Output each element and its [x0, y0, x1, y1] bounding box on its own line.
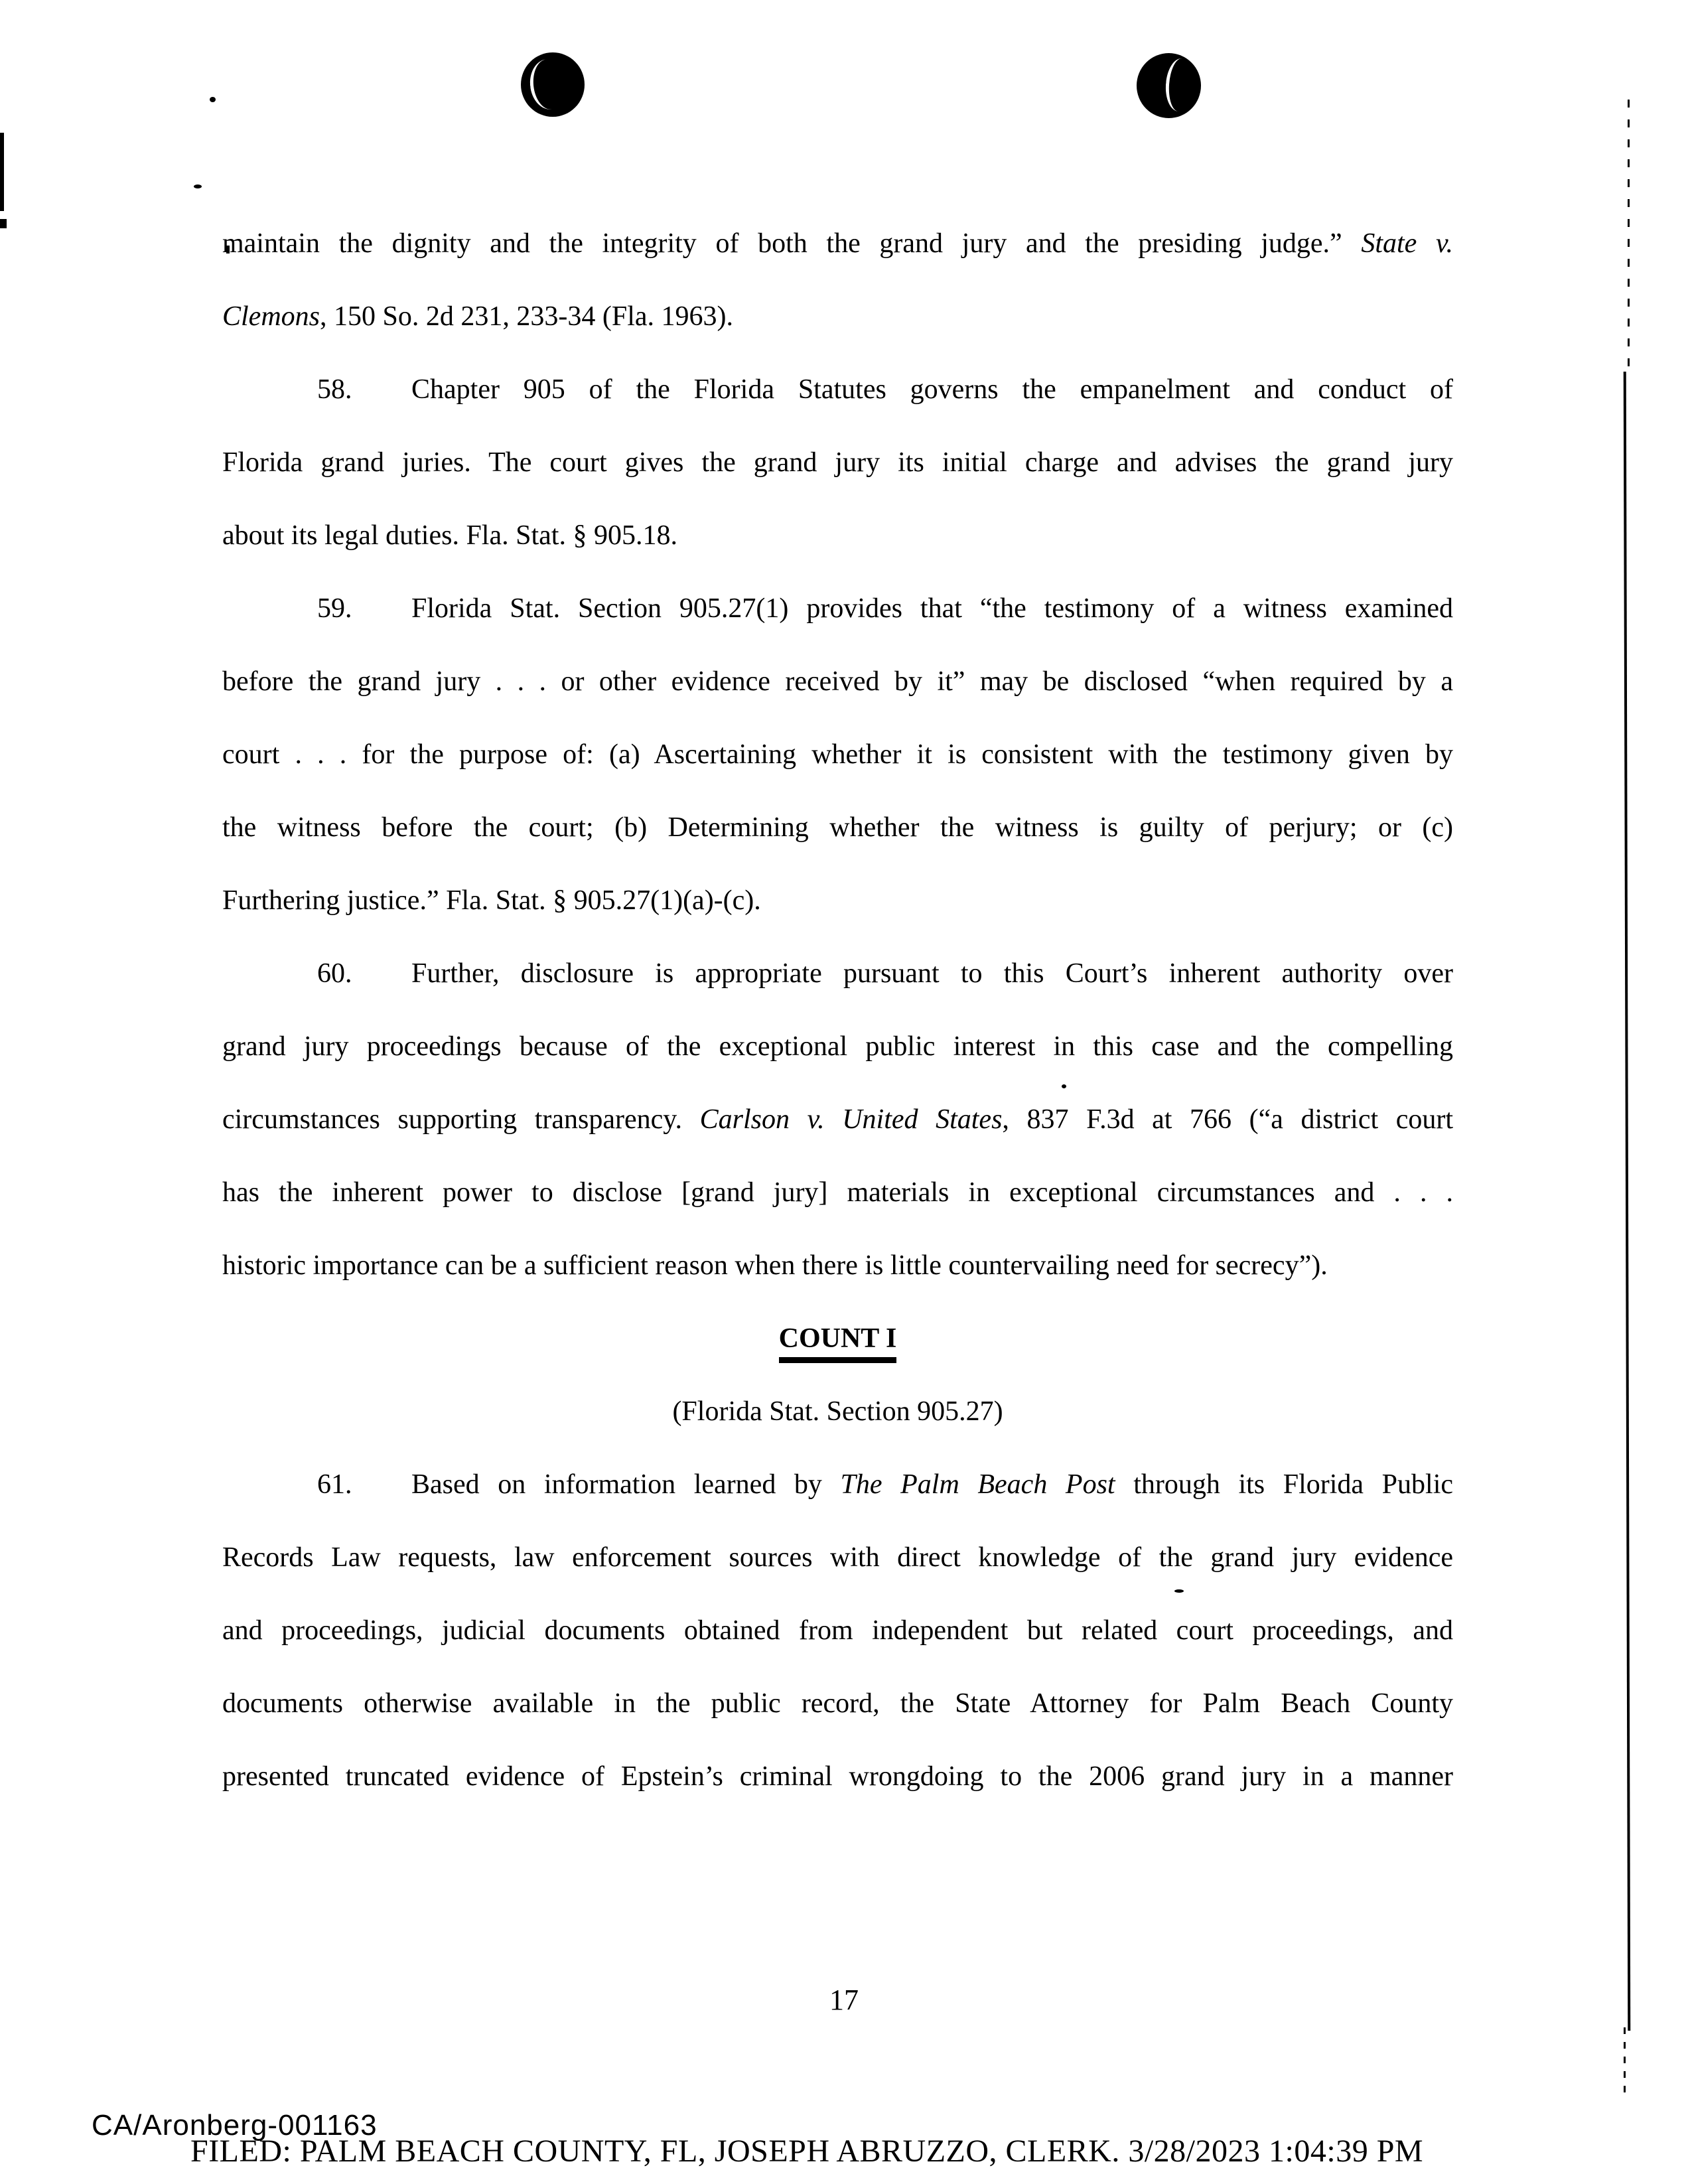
text-line — [222, 864, 1453, 937]
text-segment: Further, disclosure is appropriate pursuant to this Court’s inherent authority over — [411, 958, 1453, 989]
text-segment: before the grand jury . . . or other evidence received by it” may be disclosed “when required by a — [222, 666, 1453, 697]
scan-edge-line — [1628, 100, 1630, 378]
text-segment: court . . . for the purpose of: (a) Ascertaining whether it is consistent with the testimony given by — [222, 739, 1453, 770]
text-line — [222, 1667, 1453, 1740]
text-line — [222, 1448, 1453, 1521]
text-line — [222, 1740, 1453, 1813]
paragraph-number: 59. — [317, 593, 352, 624]
text-segment: circumstances supporting transparency. — [222, 1104, 700, 1135]
text-line — [222, 645, 1453, 718]
punch-highlight — [528, 57, 571, 111]
scan-artifact — [210, 97, 216, 102]
text-segment: presented truncated evidence of Epstein’s criminal wrongdoing to the 2006 grand jury in a manner — [222, 1761, 1453, 1792]
text-segment: Furthering justice.” Fla. Stat. § 905.27(1)(a)-(c). — [222, 885, 761, 916]
text-segment: historic importance can be a sufficient reason when there is little countervailing need for secrecy”). — [222, 1250, 1328, 1281]
text-line — [222, 718, 1453, 791]
text-line — [222, 499, 1453, 572]
hole-punch-mark-left — [521, 52, 585, 117]
text-segment: maintain the dignity and the integrity of both the grand jury and the presiding judge.” — [222, 228, 1362, 259]
scan-artifact — [194, 184, 202, 188]
text-line — [222, 572, 1453, 645]
text-segment: Florida Stat. Section 905.27(1) provides that “the testimony of a witness examined — [411, 593, 1453, 624]
text-line — [222, 353, 1453, 426]
text-segment: Chapter 905 of the Florida Statutes governs the empanelment and conduct of — [411, 374, 1453, 405]
text-line — [222, 1156, 1453, 1229]
text-segment: , 837 F.3d at 766 (“a district court — [1002, 1104, 1454, 1135]
paragraph-number: 58. — [317, 374, 352, 405]
text-line — [222, 1594, 1453, 1667]
scan-artifact — [0, 133, 4, 211]
text-segment: State v. — [1361, 228, 1453, 259]
scan-artifact — [0, 219, 7, 228]
text-segment: Clemons — [222, 301, 320, 332]
text-segment: Based on information learned by — [411, 1469, 841, 1500]
punch-highlight — [1164, 58, 1196, 113]
text-segment: COUNT I — [779, 1323, 897, 1363]
text-segment: the witness before the court; (b) Determining whether the witness is guilty of perjury; or (c) — [222, 812, 1453, 843]
text-segment: has the inherent power to disclose [grand jury] materials in exceptional circumstances and . . . — [222, 1177, 1453, 1208]
text-line — [222, 1302, 1453, 1375]
page-number: 17 — [829, 1984, 859, 2016]
text-line — [222, 426, 1453, 499]
text-line — [222, 1083, 1453, 1156]
text-line — [222, 791, 1453, 864]
text-segment: through its Florida Public — [1115, 1469, 1454, 1500]
text-line — [222, 1375, 1453, 1448]
paragraph-number: 61. — [317, 1469, 352, 1500]
bates-stamp: CA/Aronberg-001163 — [92, 2109, 378, 2142]
text-line — [222, 937, 1453, 1010]
text-line — [222, 1010, 1453, 1083]
text-segment: Florida grand juries. The court gives the grand jury its initial charge and advises the grand jury — [222, 447, 1453, 478]
text-segment: documents otherwise available in the public record, the State Attorney for Palm Beach County — [222, 1688, 1453, 1719]
text-segment: and proceedings, judicial documents obtained from independent but related court proceedings, and — [222, 1615, 1453, 1646]
hole-punch-mark-right — [1137, 53, 1201, 118]
text-segment: about its legal duties. Fla. Stat. § 905.18. — [222, 520, 677, 551]
text-segment: The Palm Beach Post — [840, 1469, 1115, 1500]
text-segment: Carlson v. United States — [699, 1104, 1003, 1135]
scan-edge-line — [1624, 372, 1631, 2031]
text-line — [222, 207, 1453, 280]
document-body — [222, 207, 1453, 1813]
text-segment: (Florida Stat. Section 905.27) — [672, 1396, 1003, 1427]
text-line — [222, 1521, 1453, 1594]
text-segment: Records Law requests, law enforcement sources with direct knowledge of the grand jury evidence — [222, 1542, 1453, 1573]
text-line — [222, 280, 1453, 353]
text-segment: grand jury proceedings because of the exceptional public interest in this case and the compelling — [222, 1031, 1453, 1062]
text-line — [222, 1229, 1453, 1302]
scan-edge-line — [1624, 2027, 1626, 2097]
paragraph-number: 60. — [317, 958, 352, 989]
text-segment: , 150 So. 2d 231, 233-34 (Fla. 1963). — [320, 301, 733, 332]
filed-clerk-stamp: FILED: PALM BEACH COUNTY, FL, JOSEPH ABRUZZO, CLERK. 3/28/2023 1:04:39 PM — [190, 2134, 1424, 2169]
